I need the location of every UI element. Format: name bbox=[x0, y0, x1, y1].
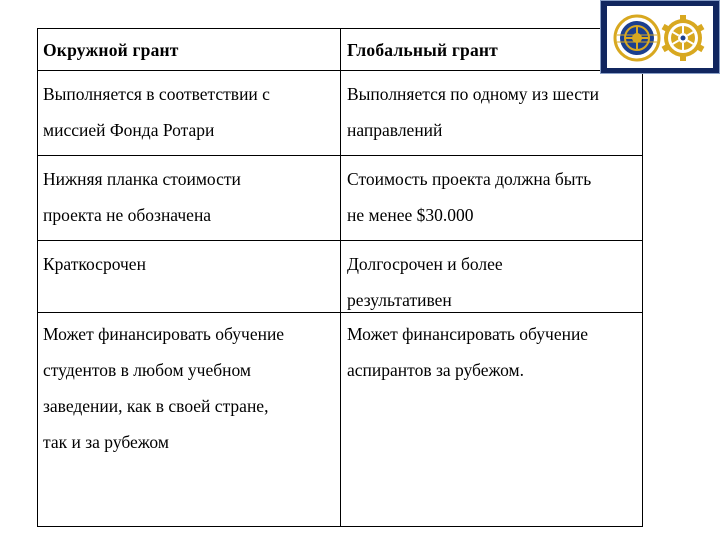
cell-line: направлений bbox=[347, 120, 443, 140]
rotary-foundation-emblem-icon bbox=[615, 16, 659, 60]
table-row bbox=[38, 71, 642, 156]
cell-line: проекта не обозначена bbox=[43, 205, 212, 225]
row1-right-cell bbox=[347, 76, 599, 148]
table-row bbox=[38, 241, 642, 313]
header-district-grant: Окружной грант bbox=[43, 40, 179, 60]
cell-line: не менее $30.000 bbox=[347, 205, 474, 225]
cell-line: результативен bbox=[347, 290, 452, 310]
table-row bbox=[38, 313, 642, 528]
cell-line: так и за рубежом bbox=[43, 432, 169, 452]
cell-line: Стоимость проекта должна быть bbox=[347, 169, 592, 189]
cell-line: Может финансировать обучение bbox=[347, 324, 589, 344]
row3-left-cell bbox=[43, 246, 146, 282]
cell-line: Может финансировать обучение bbox=[43, 324, 285, 344]
row4-right-cell bbox=[347, 316, 588, 388]
cell-line: заведении, как в своей стране, bbox=[43, 396, 269, 416]
cell-line: студентов в любом учебном bbox=[43, 360, 251, 380]
table-row bbox=[38, 156, 642, 241]
cell-line: аспирантов за рубежом. bbox=[347, 360, 525, 380]
row4-left-cell bbox=[43, 316, 284, 460]
cell-line: Краткосрочен bbox=[43, 254, 146, 274]
row2-left-cell bbox=[43, 161, 241, 233]
rotary-logo bbox=[600, 0, 720, 74]
cell-line: Выполняется по одному из шести bbox=[347, 84, 600, 104]
rotary-wheel-icon bbox=[662, 15, 705, 61]
cell-line: миссией Фонда Ротари bbox=[43, 120, 215, 140]
header-global-grant: Глобальный грант bbox=[347, 40, 498, 60]
cell-line: Долгосрочен и более bbox=[347, 254, 503, 274]
table-header-row bbox=[38, 29, 642, 71]
cell-line: Выполняется в соответствии с bbox=[43, 84, 270, 104]
row3-right-cell bbox=[347, 246, 503, 318]
row2-right-cell bbox=[347, 161, 591, 233]
logo-graphic bbox=[601, 1, 720, 75]
comparison-table bbox=[37, 28, 643, 527]
row1-left-cell bbox=[43, 76, 270, 148]
cell-line: Нижняя планка стоимости bbox=[43, 169, 241, 189]
